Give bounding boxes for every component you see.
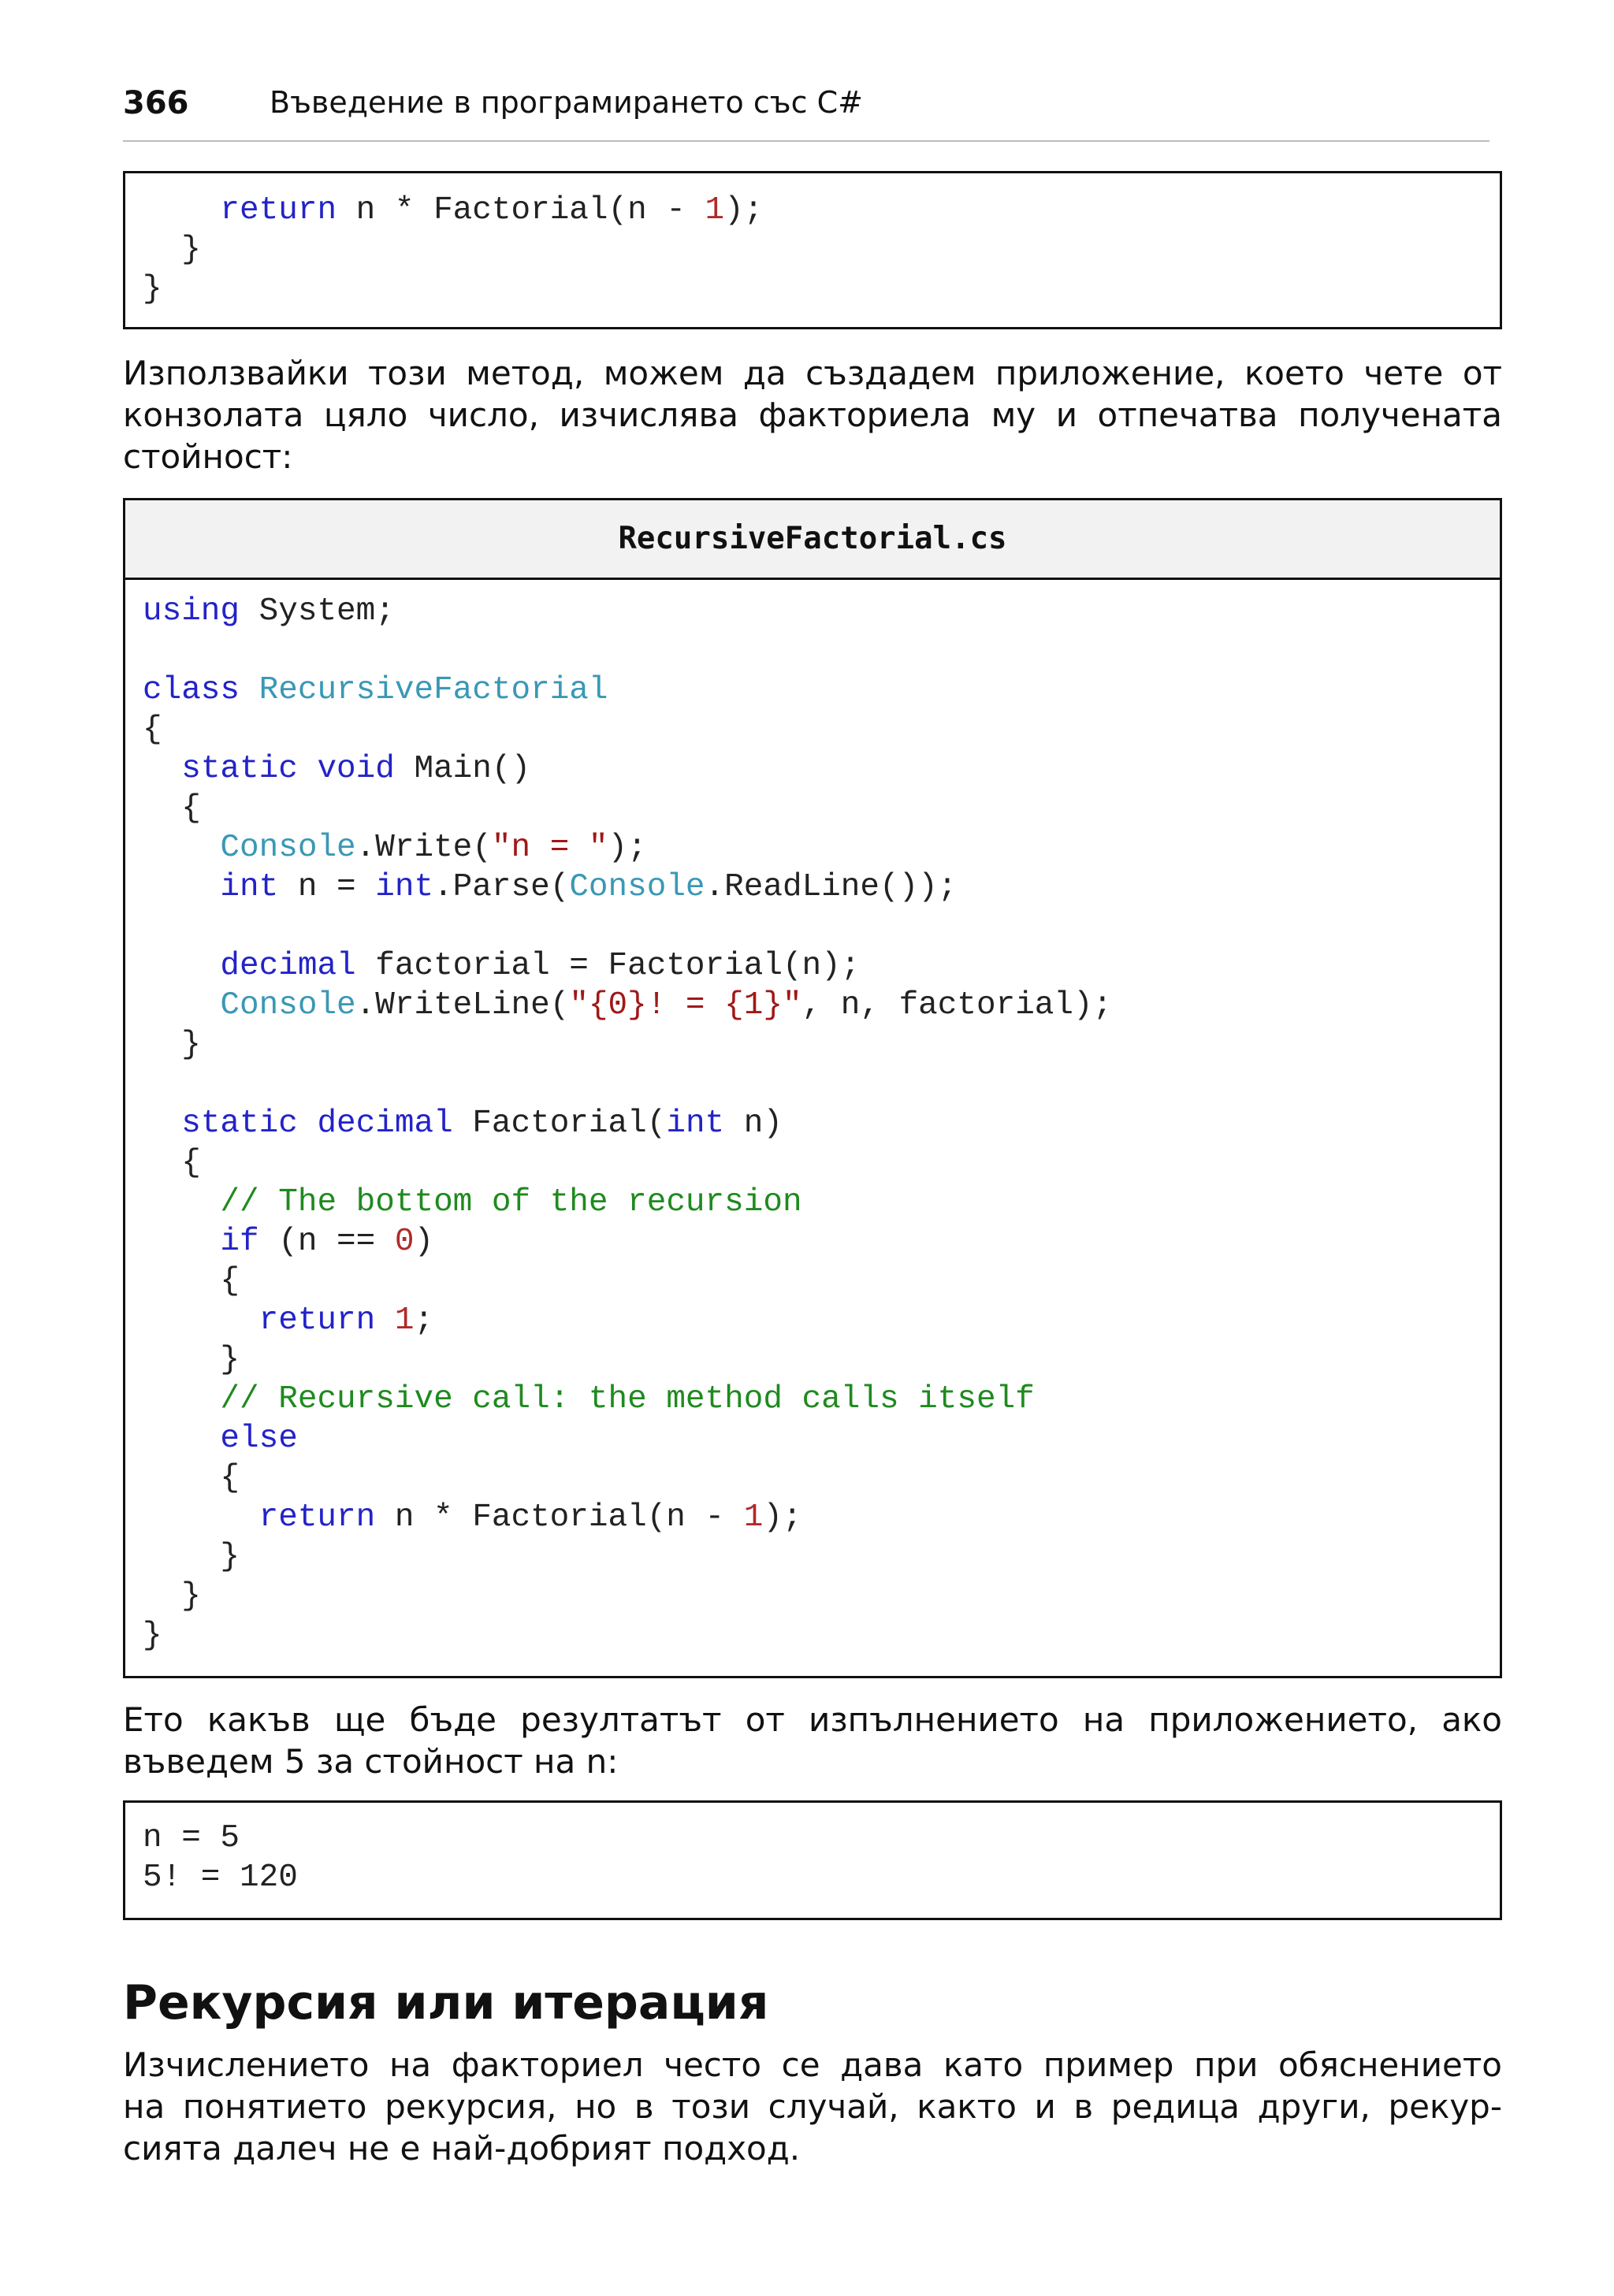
code-block: [125, 173, 1500, 309]
code-token: [375, 1302, 395, 1339]
code-token: // Recursive call: the method calls itself: [220, 1381, 1035, 1417]
code-token: using: [143, 593, 240, 630]
code-line: [143, 1183, 1500, 1222]
code-token: int: [375, 869, 434, 905]
code-token: decimal: [317, 1105, 453, 1142]
code-token: [143, 751, 181, 787]
output-block: [125, 1803, 1500, 1897]
code-token: static: [181, 1105, 298, 1142]
page-number: 366: [123, 85, 189, 121]
code-line: [143, 1498, 1500, 1537]
code-token: .Write(: [355, 830, 492, 866]
code-token: [143, 1381, 220, 1417]
code-token: );: [608, 830, 647, 866]
code-line: [143, 710, 1500, 749]
code-line: [143, 1458, 1500, 1498]
code-token: {: [143, 711, 162, 748]
code-line: [143, 1858, 1500, 1897]
code-token: 5! = 120: [143, 1859, 298, 1896]
code-token: }: [143, 1578, 201, 1614]
code-token: [143, 948, 220, 984]
code-token: [298, 751, 318, 787]
paragraph-line: на понятието рекурсия, но в този случай, както и в редица други, рекур-: [123, 2087, 1502, 2126]
code-token: n * Factorial(n -: [375, 1499, 744, 1536]
code-line: [143, 1819, 1500, 1858]
code-line: [143, 828, 1500, 868]
code-line: [143, 269, 1500, 309]
code-token: }: [143, 1618, 162, 1654]
code-block: [125, 580, 1500, 1655]
code-token: (n ==: [258, 1224, 395, 1260]
code-token: [143, 830, 220, 866]
code-token: int: [666, 1105, 725, 1142]
code-token: n): [724, 1105, 783, 1142]
code-token: [143, 1184, 220, 1220]
code-line: [143, 1419, 1500, 1458]
code-line: [143, 230, 1500, 269]
code-token: else: [220, 1421, 298, 1457]
code-token: "n = ": [491, 830, 608, 866]
page-header: [123, 79, 1489, 142]
code-line: [143, 1616, 1500, 1655]
code-token: return: [258, 1302, 376, 1339]
code-line: [143, 671, 1500, 710]
code-line: [143, 1025, 1500, 1064]
code-token: {: [143, 1263, 240, 1299]
paragraph-line: сията далеч не е най-добрият подход.: [123, 2129, 801, 2168]
paragraph-intro: [123, 352, 1502, 477]
code-snippet-top: [123, 171, 1502, 329]
code-token: return: [220, 192, 337, 228]
code-line: [143, 191, 1500, 230]
code-token: [240, 672, 259, 708]
code-token: // The bottom of the recursion: [220, 1184, 802, 1220]
running-title: Въведение в програмирането със C#: [270, 85, 863, 120]
code-line: [143, 789, 1500, 828]
code-token: Factorial(: [452, 1105, 667, 1142]
code-token: [143, 1302, 259, 1339]
code-token: }: [143, 232, 201, 268]
console-output: [123, 1800, 1502, 1920]
paragraph-line: Изчислението на факториел често се дава като пример при обяснението: [123, 2045, 1502, 2084]
code-token: "{0}! = {1}": [569, 987, 802, 1024]
code-line: [143, 1380, 1500, 1419]
code-line: [143, 749, 1500, 789]
code-token: RecursiveFactorial: [258, 672, 608, 708]
code-token: );: [724, 192, 764, 228]
code-line: [143, 1340, 1500, 1380]
code-line: [143, 1104, 1500, 1143]
code-token: .WriteLine(: [355, 987, 570, 1024]
code-token: , n, factorial);: [801, 987, 1113, 1024]
code-token: 1: [394, 1302, 415, 1339]
code-token: static: [181, 751, 298, 787]
code-token: {: [143, 1460, 240, 1496]
code-token: [143, 1421, 220, 1457]
code-token: 1: [705, 192, 725, 228]
code-token: {: [143, 790, 201, 827]
code-token: }: [143, 1539, 240, 1575]
code-line: [143, 1537, 1500, 1577]
code-line: [143, 1222, 1500, 1261]
code-token: [143, 1105, 181, 1142]
paragraph-line: Използвайки този метод, можем да създадем приложение, което чете от: [123, 354, 1502, 392]
paragraph-line: конзолата цяло число, изчислява факториела му и отпечатва получената: [123, 396, 1502, 434]
code-token: 0: [394, 1224, 415, 1260]
paragraph-line: стойност:: [123, 437, 293, 476]
code-line: [143, 1301, 1500, 1340]
code-token: [143, 192, 220, 228]
code-token: n = 5: [143, 1820, 240, 1856]
code-line: [143, 631, 1500, 671]
code-token: decimal: [220, 948, 356, 984]
code-token: n =: [278, 869, 376, 905]
code-token: class: [143, 672, 240, 708]
code-token: Console: [569, 869, 705, 905]
code-line: [143, 1064, 1500, 1104]
code-token: n * Factorial(n -: [337, 192, 705, 228]
code-token: );: [763, 1499, 802, 1536]
code-token: void: [317, 751, 395, 787]
code-token: if: [220, 1224, 259, 1260]
paragraph-line: въведем 5 за стойност на n:: [123, 1742, 619, 1781]
code-token: }: [143, 271, 162, 307]
code-token: .Parse(: [433, 869, 570, 905]
code-token: }: [143, 1342, 240, 1378]
code-token: Main(): [394, 751, 531, 787]
code-token: [298, 1105, 318, 1142]
code-token: [143, 987, 220, 1024]
code-line: [143, 907, 1500, 946]
code-token: [143, 869, 220, 905]
code-line: [143, 1143, 1500, 1183]
paragraph-recursion-vs-iteration: [123, 2044, 1502, 2169]
code-token: int: [220, 869, 279, 905]
code-token: }: [143, 1027, 201, 1063]
code-token: ;: [414, 1302, 434, 1339]
code-line: [143, 1577, 1500, 1616]
section-heading: Рекурсия или итерация: [123, 1975, 769, 2030]
code-token: [143, 1499, 259, 1536]
code-line: [143, 592, 1500, 631]
code-line: [143, 986, 1500, 1025]
code-token: 1: [743, 1499, 764, 1536]
code-token: System;: [240, 593, 395, 630]
code-line: [143, 868, 1500, 907]
code-token: {: [143, 1145, 201, 1181]
code-line: [143, 1261, 1500, 1301]
code-token: Console: [220, 830, 356, 866]
listing-caption: RecursiveFactorial.cs: [125, 500, 1500, 580]
code-token: .ReadLine());: [705, 869, 958, 905]
code-token: [143, 1224, 220, 1260]
paragraph-line: Ето какъв ще бъде резултатът от изпълнението на приложението, ако: [123, 1700, 1502, 1739]
paragraph-result: [123, 1699, 1502, 1782]
code-line: [143, 946, 1500, 986]
code-token: ): [414, 1224, 434, 1260]
code-token: factorial = Factorial(n);: [355, 948, 861, 984]
code-listing-recursive-factorial: [123, 498, 1502, 1678]
code-token: return: [258, 1499, 376, 1536]
code-token: Console: [220, 987, 356, 1024]
